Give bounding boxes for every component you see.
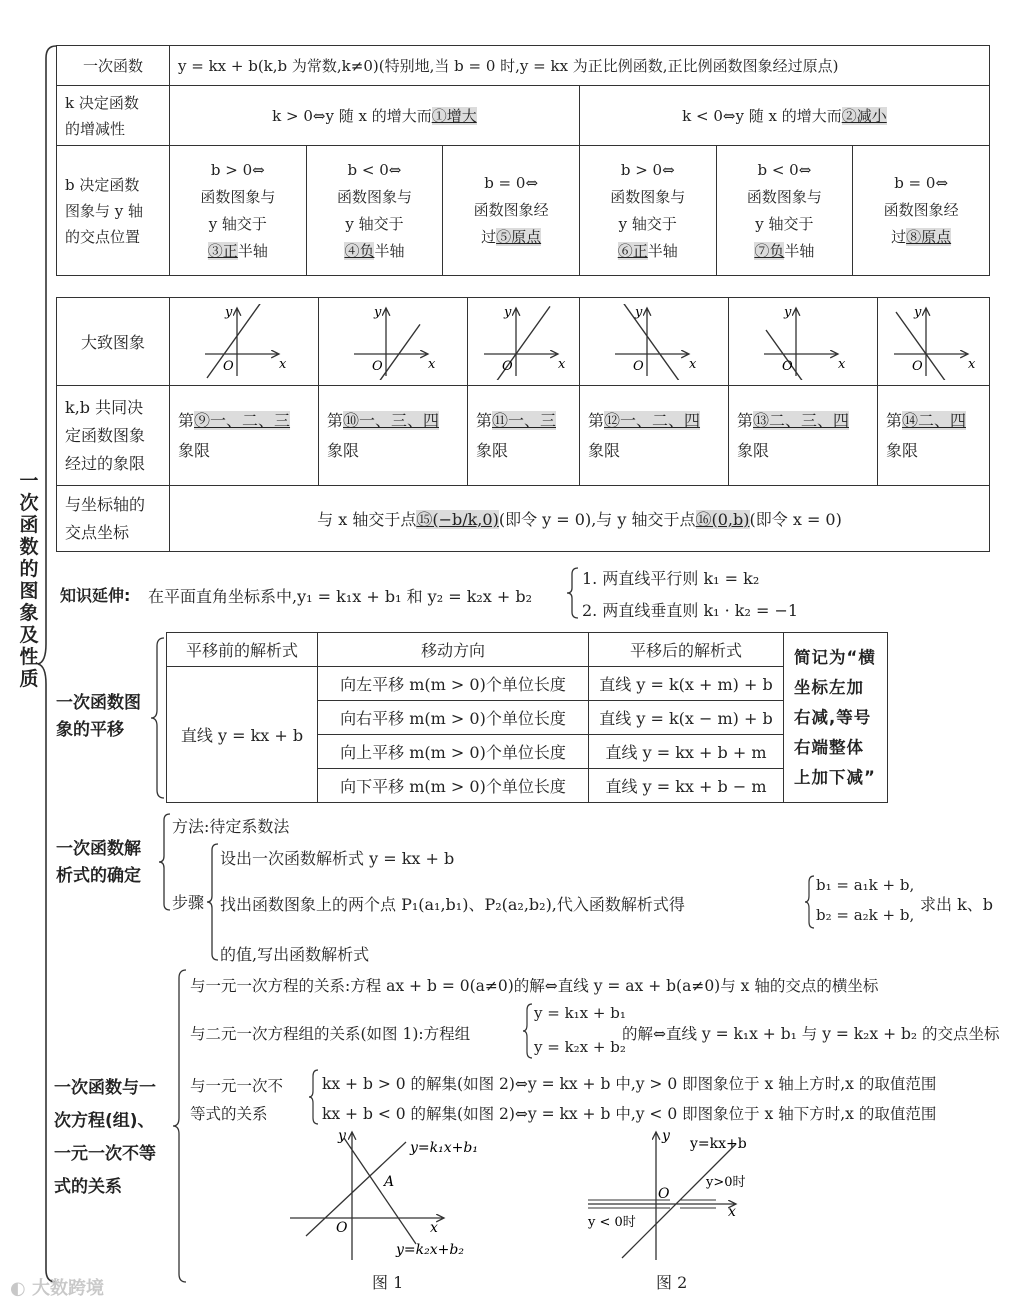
mnemonic-note: 简记为“横 坐标左加 右减,等号 右端整体 上加下减”	[784, 633, 888, 803]
quadrant-cell: 第⑫一、二、四 象限	[579, 386, 728, 486]
x-label: x	[278, 356, 287, 372]
before-formula: 直线 y = kx + b	[167, 667, 318, 803]
shift-result: 直线 y = kx + b − m	[589, 769, 784, 803]
parallel-rule: 1. 两直线平行则 k₁ = k₂	[582, 569, 760, 588]
figure-1	[286, 1126, 506, 1266]
equation1: b₁ = a₁k + b,	[816, 876, 915, 894]
side-title-char: 一	[19, 470, 39, 492]
b-case-cell: b > 0⇔ 函数图象与 y 轴交于 ③正半轴	[170, 146, 307, 276]
graph-cell	[318, 298, 467, 386]
b-case-cell: b < 0⇔ 函数图象与 y 轴交于 ⑦负半轴	[716, 146, 853, 276]
shift-direction: 向下平移 m(m > 0)个单位长度	[318, 769, 589, 803]
row-label: b 决定函数 图象与 y 轴 的交点位置	[57, 146, 170, 276]
brace	[308, 1068, 320, 1126]
sketch-graph	[758, 304, 848, 380]
y-label: y	[662, 1128, 670, 1144]
shift-direction: 向左平移 m(m > 0)个单位长度	[318, 667, 589, 701]
brace	[172, 968, 188, 1284]
side-title-char: 图	[19, 580, 39, 602]
step2-tail: 求出 k、b	[920, 895, 994, 914]
side-title-char: 性	[19, 646, 39, 668]
relation-system-post: 的解⇔直线 y = k₁x + b₁ 与 y = k₂x + b₂ 的交点坐标	[622, 1025, 1000, 1043]
header-direction: 移动方向	[318, 633, 589, 667]
watermark: ◐ 大数跨境	[10, 1278, 104, 1299]
steps-label: 步骤	[172, 893, 205, 912]
brace	[522, 1002, 534, 1060]
shift-result: 直线 y = k(x + m) + b	[589, 667, 784, 701]
perpendicular-rule: 2. 两直线垂直则 k₁ · k₂ = −1	[582, 601, 799, 620]
x-label: x	[837, 356, 846, 372]
negative-label: y < 0时	[588, 1215, 636, 1230]
side-title-char: 数	[19, 536, 39, 558]
sketch-graph	[609, 304, 699, 380]
graph-line	[622, 1144, 736, 1258]
row-label: 与坐标轴的 交点坐标	[57, 486, 170, 552]
origin-label: O	[632, 358, 644, 374]
side-title-char: 次	[19, 492, 39, 514]
y-label: y	[338, 1128, 346, 1144]
b-case-cell: b = 0⇔ 函数图象经 过⑧原点	[853, 146, 990, 276]
k-positive-cell: k > 0⇔y 随 x 的增大而①增大	[170, 86, 580, 146]
sketch-line	[207, 304, 271, 378]
origin-label: O	[371, 358, 383, 374]
inequality-label: 与一元一次不 等式的关系	[190, 1077, 284, 1123]
quadrant-cell: 第⑬二、三、四 象限	[728, 386, 877, 486]
line2-label: y=k₂x+b₂	[396, 1242, 464, 1258]
equation2: b₂ = a₂k + b,	[816, 906, 915, 924]
sketch-graph	[199, 304, 289, 380]
header-after: 平移后的解析式	[589, 633, 784, 667]
graph-cell	[579, 298, 728, 386]
y-label: y	[504, 304, 512, 320]
y-label: y	[914, 304, 922, 320]
quadrant-cell: 第⑪一、三 象限	[467, 386, 579, 486]
x-label: x	[558, 356, 566, 372]
extension-text: 在平面直角坐标系中,y₁ = k₁x + b₁ 和 y₂ = k₂x + b₂	[148, 587, 533, 606]
figure-2-caption: 图 2	[656, 1273, 688, 1292]
b-case-cell: b = 0⇔ 函数图象经 过⑤原点	[443, 146, 580, 276]
line1-label: y=k₁x+b₁	[410, 1140, 478, 1156]
b-case-cell: b < 0⇔ 函数图象与 y 轴交于 ④负半轴	[306, 146, 443, 276]
y-label: y	[373, 304, 382, 320]
property-table	[56, 45, 990, 276]
side-title-char: 函	[19, 514, 39, 536]
inequality-greater: kx + b > 0 的解集(如图 2)⇔y = kx + b 中,y > 0 即图象位于 x 轴上方时,x 的取值范围	[322, 1075, 937, 1093]
positive-label: y>0时	[706, 1175, 746, 1190]
y-label: y	[783, 304, 792, 320]
quadrant-cell: 第⑨一、二、三 象限	[170, 386, 319, 486]
brace	[206, 842, 220, 962]
quadrant-cell: 第⑭二、四 象限	[877, 386, 989, 486]
side-title	[14, 470, 44, 690]
logo-icon: ◐	[10, 1278, 32, 1299]
k-negative-cell: k < 0⇔y 随 x 的增大而②减小	[579, 86, 989, 146]
row-label: 大致图象	[57, 298, 170, 386]
x-label: x	[430, 1220, 438, 1236]
sketch-graph	[888, 304, 978, 380]
side-title-char: 象	[19, 602, 39, 624]
origin-label: O	[336, 1220, 348, 1236]
system-eq2: y = k₂x + b₂	[534, 1038, 626, 1056]
point-a-label: A	[384, 1174, 395, 1190]
step1: 设出一次函数解析式 y = kx + b	[220, 849, 455, 868]
origin-label: O	[781, 358, 793, 374]
sketch-line	[766, 330, 830, 380]
shift-result: 直线 y = kx + b + m	[589, 735, 784, 769]
shift-label: 一次函数图 象的平移	[56, 693, 141, 740]
y-label: y	[224, 304, 233, 320]
shift-direction: 向上平移 m(m > 0)个单位长度	[318, 735, 589, 769]
side-title-char: 的	[19, 558, 39, 580]
inequality-less: kx + b < 0 的解集(如图 2)⇔y = kx + b 中,y < 0 即图象位于 x 轴下方时,x 的取值范围	[322, 1105, 937, 1123]
brace	[158, 812, 172, 912]
x-label: x	[688, 356, 697, 372]
sketch-line	[486, 306, 550, 380]
x-label: x	[427, 356, 436, 372]
step3: 的值,写出函数解析式	[220, 945, 370, 964]
shift-direction: 向右平移 m(m > 0)个单位长度	[318, 701, 589, 735]
figure-1-caption: 图 1	[372, 1273, 404, 1292]
sketch-line	[356, 324, 420, 380]
graph-cell	[877, 298, 989, 386]
axis-intersection-cell: 与 x 轴交于点⑮(−b/k,0)(即令 y = 0),与 y 轴交于点⑯(0,b)(即令 x = 0)	[170, 486, 990, 552]
sketch-line	[896, 312, 960, 380]
row-label: 一次函数	[57, 46, 170, 86]
sketch-graph	[478, 304, 568, 380]
origin-label: O	[222, 358, 234, 374]
definition-text: y = kx + b(k,b 为常数,k≠0)(特别地,当 b = 0 时,y = kx 为正比例函数,正比例函数图象经过原点)	[170, 46, 990, 86]
graph-cell	[170, 298, 319, 386]
method-text: 方法:待定系数法	[172, 817, 290, 836]
brace	[804, 874, 816, 930]
brace	[150, 636, 166, 800]
system-eq1: y = k₁x + b₁	[534, 1004, 626, 1022]
row-label: k,b 共同决 定函数图象 经过的象限	[57, 386, 170, 486]
graph-cell	[728, 298, 877, 386]
figure-2	[586, 1126, 776, 1266]
y-label: y	[634, 304, 643, 320]
relation-label: 一次函数与一 次方程(组)、 一元一次不等 式的关系	[54, 1078, 156, 1197]
sketch-graph	[348, 304, 438, 380]
origin-label: O	[658, 1186, 670, 1202]
extension-label: 知识延伸:	[60, 586, 131, 605]
relation-system-pre: 与二元一次方程组的关系(如图 1):方程组	[190, 1025, 471, 1043]
b-case-cell: b > 0⇔ 函数图象与 y 轴交于 ⑥正半轴	[579, 146, 716, 276]
relation-equation: 与一元一次方程的关系:方程 ax + b = 0(a≠0)的解⇔直线 y = ax + b(a≠0)与 x 轴的交点的横坐标	[190, 977, 879, 995]
x-label: x	[728, 1204, 736, 1220]
graph-table	[56, 297, 990, 552]
determination-label: 一次函数解 析式的确定	[56, 839, 141, 886]
step2: 找出函数图象上的两个点 P₁(a₁,b₁)、P₂(a₂,b₂),代入函数解析式得	[220, 895, 685, 914]
sketch-line	[617, 304, 681, 380]
header-before: 平移前的解析式	[167, 633, 318, 667]
shift-result: 直线 y = k(x − m) + b	[589, 701, 784, 735]
shift-table	[166, 632, 888, 803]
line-label: y=kx+b	[690, 1136, 747, 1152]
quadrant-cell: 第⑩一、三、四 象限	[318, 386, 467, 486]
brace	[566, 566, 580, 620]
side-title-char: 及	[19, 624, 39, 646]
x-label: x	[968, 356, 976, 372]
origin-label: O	[912, 358, 924, 374]
row-label: k 决定函数 的增减性	[57, 86, 170, 146]
origin-label: O	[502, 358, 514, 374]
side-title-char: 质	[19, 668, 39, 690]
graph-cell	[467, 298, 579, 386]
